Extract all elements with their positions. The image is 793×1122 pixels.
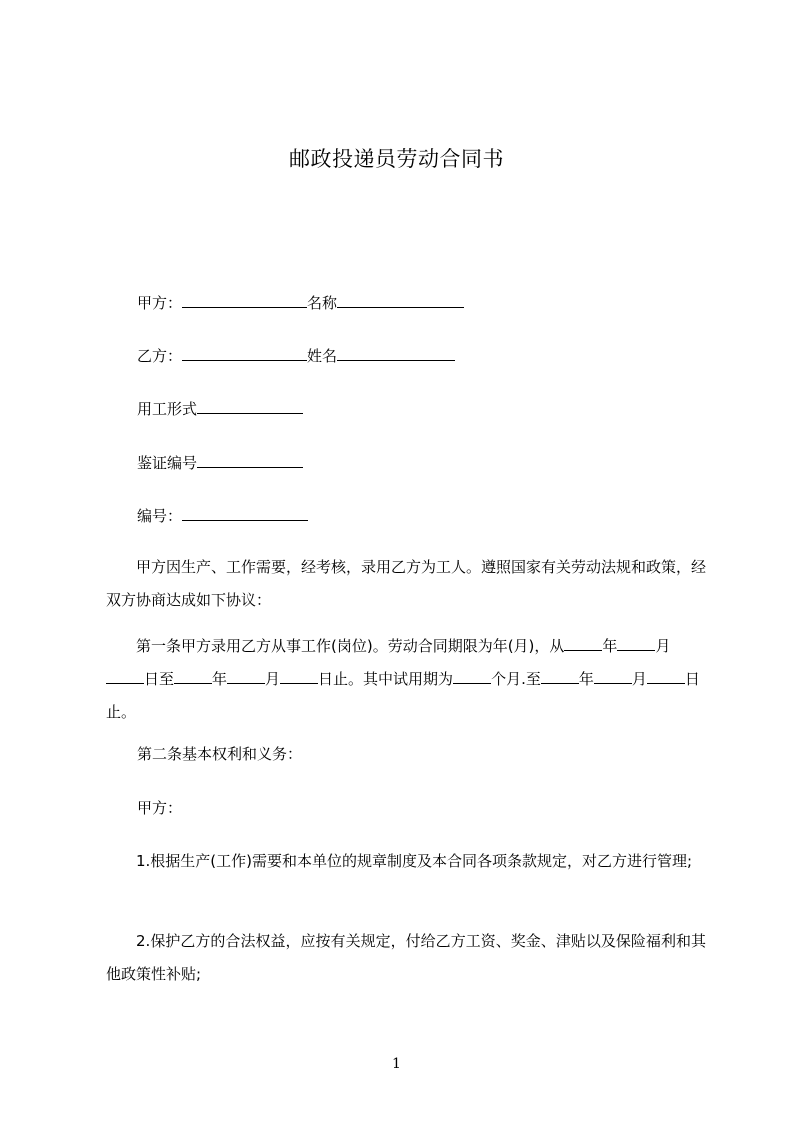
party-b-label: 乙方：: [137, 347, 183, 365]
end-year-blank[interactable]: [174, 668, 212, 684]
party-b-blank[interactable]: [182, 345, 307, 361]
name-blank[interactable]: [337, 292, 464, 308]
number-label: 编号：: [137, 507, 183, 525]
item-2-paragraph: 2.保护乙方的合法权益，应按有关规定，付给乙方工资、奖金、津贴以及保险福利和其他政策性补贴;: [106, 932, 706, 983]
person-name-label: 姓名: [307, 347, 338, 365]
certification-no-label: 鉴证编号: [137, 454, 198, 472]
party-a-blank[interactable]: [182, 292, 307, 308]
start-month-blank[interactable]: [617, 635, 655, 651]
page-number: 1: [392, 1056, 401, 1072]
end-month-blank[interactable]: [227, 668, 265, 684]
article-1-end-1: 日止。其中试用期为: [318, 670, 454, 688]
article-1-probation: 个月.至: [491, 670, 541, 688]
party-a-heading: 甲方：: [137, 799, 183, 817]
probation-day-blank[interactable]: [647, 668, 685, 684]
item-1-paragraph: 1.根据生产(工作)需要和本单位的规章制度及本合同各项条款规定，对乙方进行管理;: [136, 852, 693, 870]
party-a-line: [137, 292, 464, 313]
probation-month-blank[interactable]: [594, 668, 632, 684]
number-blank[interactable]: [182, 505, 308, 521]
article-1-year-3: 年: [578, 670, 594, 688]
employment-form-label: 用工形式: [137, 400, 198, 418]
start-day-blank[interactable]: [106, 668, 144, 684]
name-label: 名称: [307, 294, 338, 312]
article-1-end-2: 日止。: [106, 670, 700, 721]
article-2-heading: 第二条基本权利和义务：: [137, 745, 303, 763]
number-line: [137, 505, 308, 526]
probation-year-blank[interactable]: [541, 668, 579, 684]
intro-paragraph: 甲方因生产、工作需要，经考核，录用乙方为工人。遵照国家有关劳动法规和政策，经双方协商达成如下协议：: [106, 558, 707, 609]
article-1-month-3: 月: [631, 670, 647, 688]
probation-months-blank[interactable]: [453, 668, 491, 684]
end-day-blank[interactable]: [280, 668, 318, 684]
article-1-text-1: 第一条甲方录用乙方从事工作(岗位)。劳动合同期限为年(月)，从: [136, 637, 565, 655]
article-1-year-1: 年: [602, 637, 618, 655]
article-1-month-1: 月: [655, 637, 671, 655]
certification-no-blank[interactable]: [197, 452, 303, 468]
person-name-blank[interactable]: [337, 345, 455, 361]
party-a-label: 甲方：: [137, 294, 183, 312]
document-title: 邮政投递员劳动合同书: [289, 147, 504, 171]
article-1-paragraph: [106, 630, 706, 729]
employment-form-line: [137, 398, 303, 419]
party-b-line: [137, 345, 455, 366]
article-1-month-2: 月: [265, 670, 281, 688]
article-1-day-to: 日至: [144, 670, 175, 688]
employment-form-blank[interactable]: [197, 398, 303, 414]
start-year-blank[interactable]: [564, 635, 602, 651]
article-1-year-2: 年: [212, 670, 228, 688]
certification-no-line: [137, 452, 303, 473]
